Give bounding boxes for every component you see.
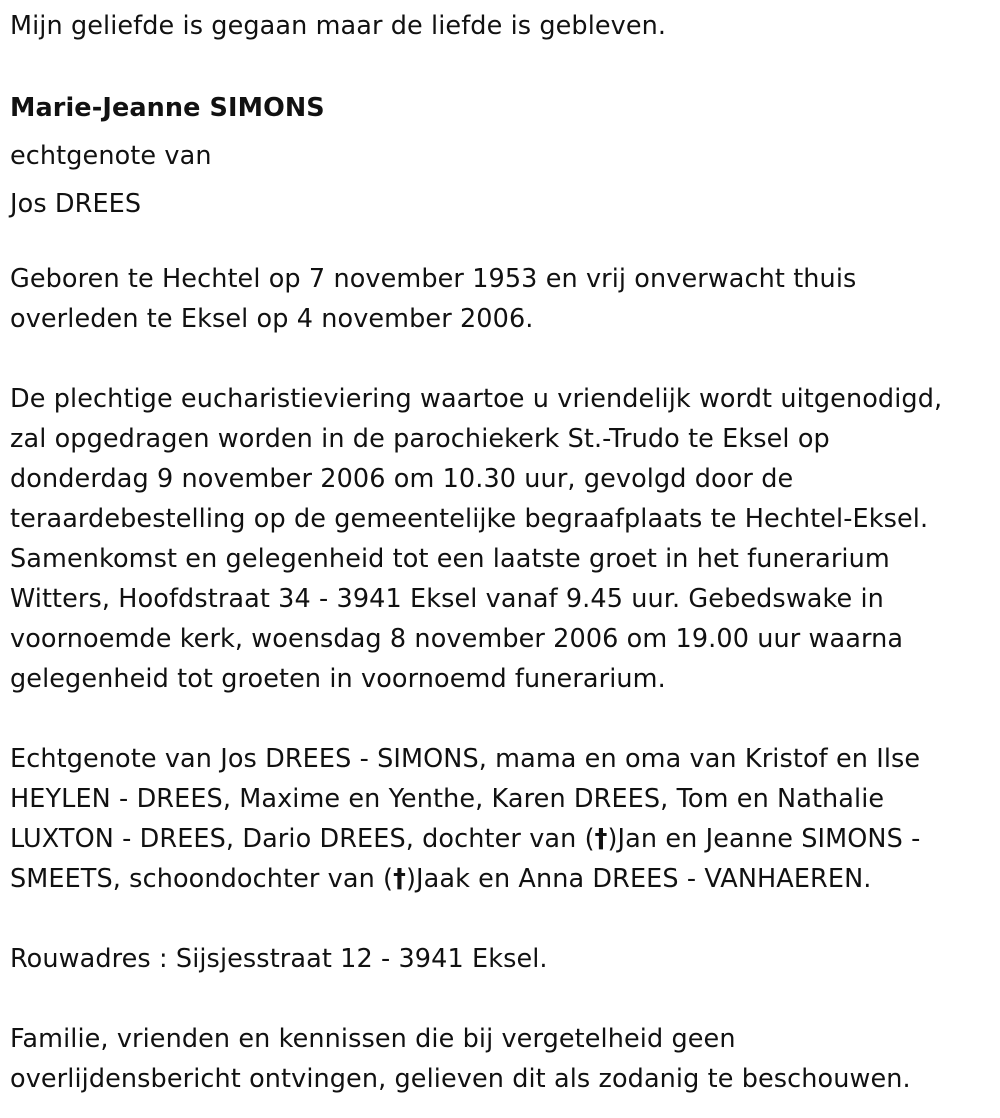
paragraph-line: Witters, Hoofdstraat 34 - 3941 Eksel vanaf 9.45 uur. Gebedswake in [10,584,884,614]
family-paragraph [10,739,990,899]
cross-icon: † [594,824,608,854]
paragraph-line: gelegenheid tot groeten in voornoemd funerarium. [10,664,666,694]
birth-death-paragraph [10,259,990,339]
obituary-notice [10,0,990,1099]
spouse-name: Jos DREES [10,189,142,219]
deceased-name: Marie-Jeanne SIMONS [10,93,325,123]
address-paragraph [10,939,990,979]
paragraph-line: Geboren te Hechtel op 7 november 1953 en vrij onverwacht thuis [10,264,857,294]
paragraph-line: teraardebestelling op de gemeentelijke begraafplaats te Hechtel-Eksel. [10,504,929,534]
mourning-address: Rouwadres : Sijsjesstraat 12 - 3941 Eksel. [10,944,548,974]
relation-text: echtgenote van [10,141,212,171]
text-segment: )Jan en Jeanne SIMONS - [607,824,921,854]
paragraph-line [10,819,990,859]
paragraph-line: overleden te Eksel op 4 november 2006. [10,304,534,334]
closing-paragraph [10,1019,990,1099]
paragraph-line: voornoemde kerk, woensdag 8 november 2006 om 19.00 uur waarna [10,624,904,654]
text-segment: )Jaak en Anna DREES - VANHAEREN. [405,864,872,894]
paragraph-line: Familie, vrienden en kennissen die bij vergetelheid geen [10,1024,736,1054]
paragraph-line: overlijdensbericht ontvingen, gelieven dit als zodanig te beschouwen. [10,1064,911,1094]
paragraph-line: De plechtige eucharistieviering waartoe u vriendelijk wordt uitgenodigd, [10,384,943,414]
motto-line: Mijn geliefde is gegaan maar de liefde is gebleven. [10,11,667,41]
text-segment: SMEETS, schoondochter van ( [10,864,394,894]
paragraph-line: zal opgedragen worden in de parochiekerk St.-Trudo te Eksel op [10,424,830,454]
deceased-block [10,84,990,228]
paragraph-line: HEYLEN - DREES, Maxime en Yenthe, Karen DREES, Tom en Nathalie [10,784,885,814]
text-segment: LUXTON - DREES, Dario DREES, dochter van ( [10,824,595,854]
paragraph-line [10,859,990,899]
paragraph-line: Samenkomst en gelegenheid tot een laatste groet in het funerarium [10,544,890,574]
paragraph-line: Echtgenote van Jos DREES - SIMONS, mama en oma van Kristof en Ilse [10,744,921,774]
ceremony-paragraph [10,379,990,699]
cross-icon: † [393,864,406,894]
paragraph-line: donderdag 9 november 2006 om 10.30 uur, gevolgd door de [10,464,794,494]
